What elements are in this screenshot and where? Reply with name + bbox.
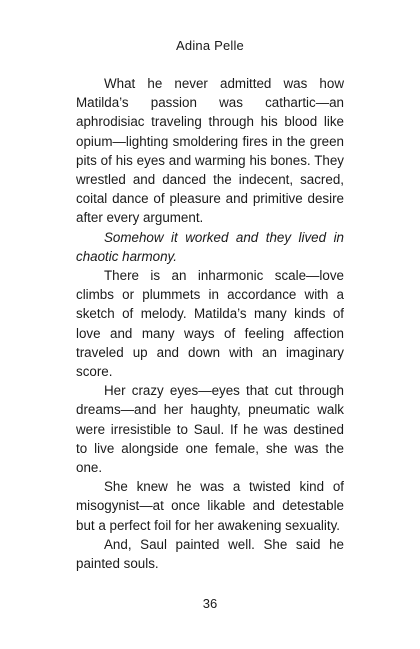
paragraph: She knew he was a twisted kind of misogynist—at once likable and detestable but a perfect foil for her awakening sexuality. xyxy=(76,479,344,533)
running-header-author: Adina Pelle xyxy=(176,38,244,53)
paragraph: There is an inharmonic scale—love climbs or plummets in accordance with a sketch of melody. Matilda’s many kinds of love and many ways of feeling affection traveled up and down with an imaginary score. xyxy=(76,268,344,380)
paragraph: And, Saul painted well. She said he painted souls. xyxy=(76,536,344,572)
paragraph: What he never admitted was how Matilda’s passion was cathartic—an aphrodisiac traveling through his blood like opium—lighting smoldering fires in the green pits of his eyes and warming his bones. They wrestled and danced the indecent, sacred, coital dance of pleasure and primitive desire after every argument. xyxy=(76,76,344,226)
paragraph: Her crazy eyes—eyes that cut through dreams—and her haughty, pneumatic walk were irresistible to Saul. If he was destined to live alongside one female, she was the one. xyxy=(76,383,344,476)
page-number: 36 xyxy=(202,596,218,611)
body-text xyxy=(76,74,344,573)
paragraph-italic: Somehow it worked and they lived in chaotic harmony. xyxy=(76,229,344,264)
